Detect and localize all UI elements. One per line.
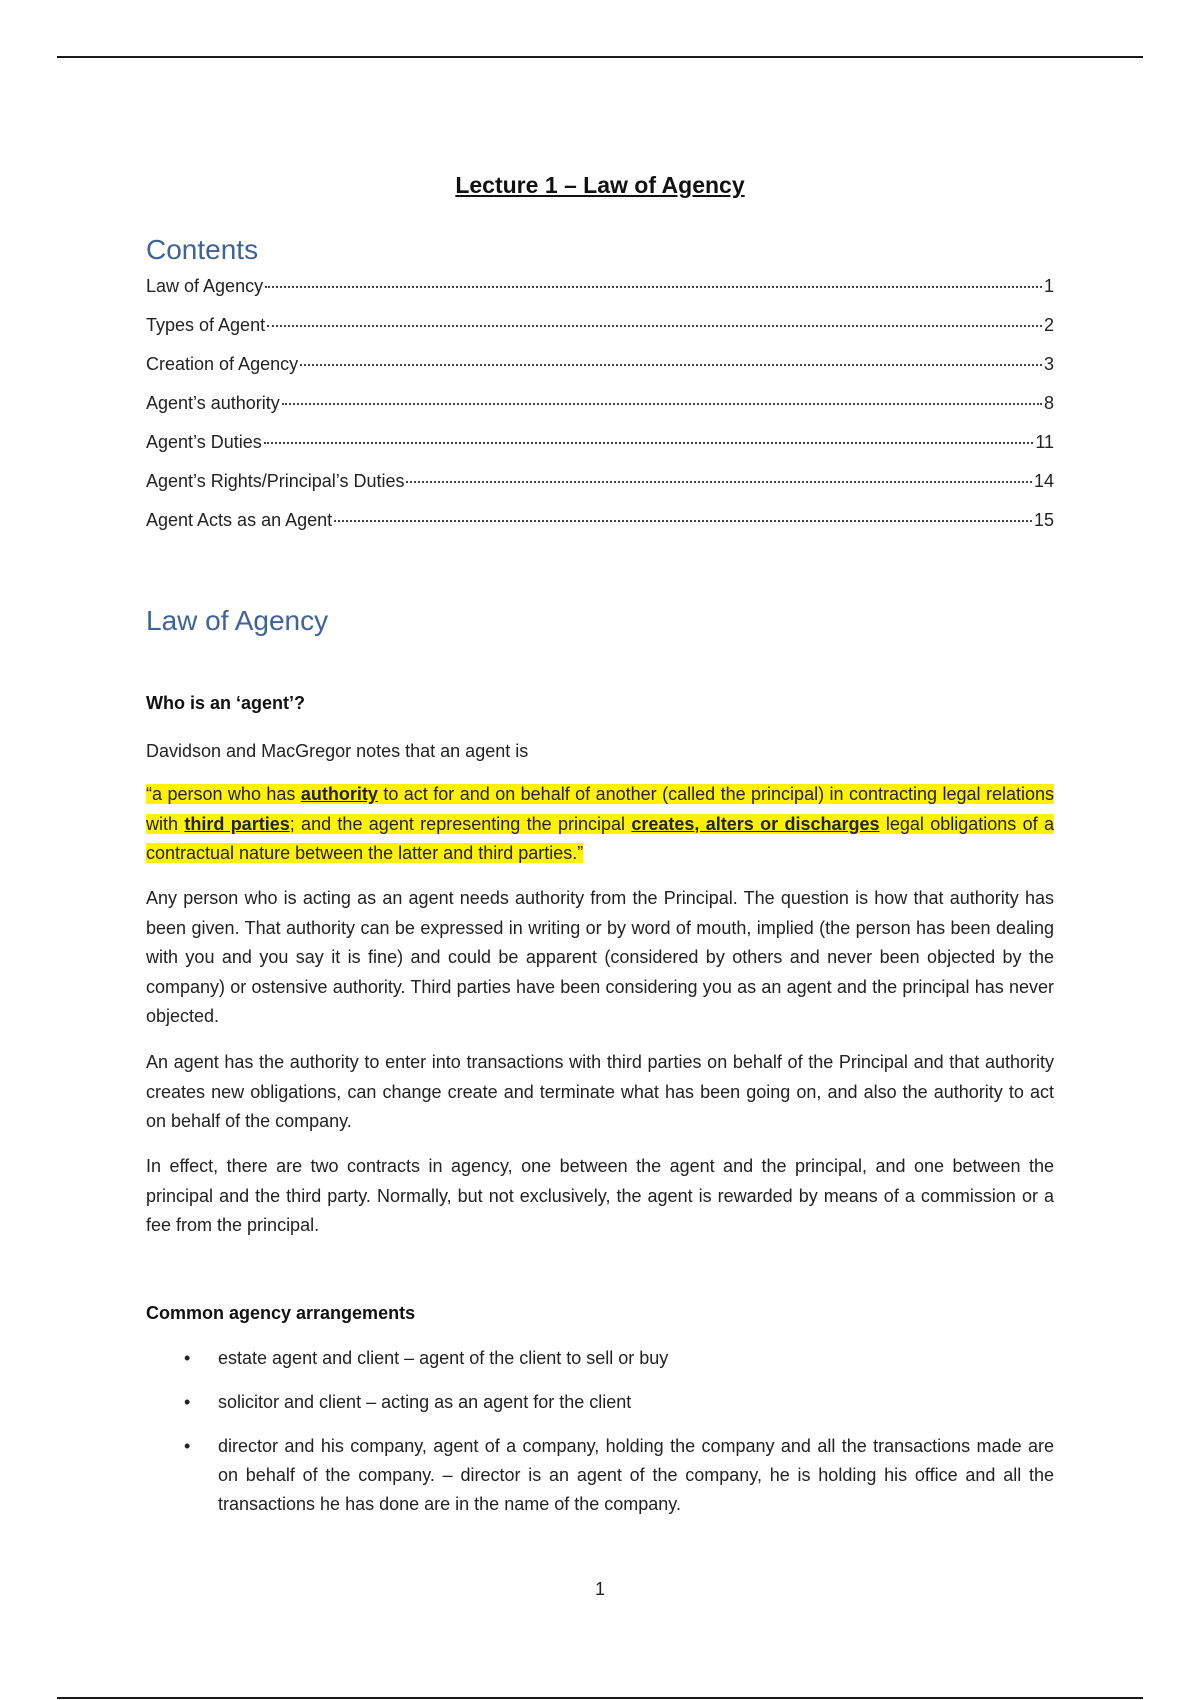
document-title: Lecture 1 – Law of Agency xyxy=(455,172,745,198)
quote-highlight xyxy=(146,784,1054,863)
header-rule xyxy=(57,56,1143,58)
toc-leader-dots xyxy=(406,481,1032,483)
who-is-agent-heading: Who is an ‘agent’? xyxy=(146,693,306,713)
toc-entry-page: 11 xyxy=(1035,432,1054,452)
definition-quote xyxy=(146,780,1054,869)
toc-entry-page: 14 xyxy=(1033,471,1054,491)
toc-entry-page: 2 xyxy=(1043,315,1054,335)
quote-term-creates: creates, alters or discharges xyxy=(631,813,880,834)
list-item: • estate agent and client – agent of the client to sell or buy xyxy=(146,1344,1054,1373)
toc-entry[interactable] xyxy=(146,354,1054,393)
bullet-icon: • xyxy=(184,1392,191,1412)
toc-leader-dots xyxy=(267,325,1042,327)
toc-leader-dots xyxy=(334,520,1032,522)
toc-entry[interactable] xyxy=(146,393,1054,432)
toc-entry-label: Creation of Agency xyxy=(146,354,299,374)
toc-entry-page: 1 xyxy=(1043,276,1054,296)
footer-rule xyxy=(57,1697,1143,1699)
toc-entry-page: 8 xyxy=(1043,393,1054,413)
intro-paragraph: Davidson and MacGregor notes that an agent is xyxy=(146,741,529,761)
toc-entry[interactable] xyxy=(146,315,1054,354)
toc-entry[interactable] xyxy=(146,432,1054,471)
toc-entry-page: 3 xyxy=(1043,354,1054,374)
toc-entry-page: 15 xyxy=(1033,510,1054,530)
list-item: • director and his company, agent of a company, holding the company and all the transactions made are on behalf of the company. – director is an agent of the company, he is holding his office and all the transactions he has done are in the name of the company. xyxy=(146,1432,1054,1519)
toc-entry-label: Agent Acts as an Agent xyxy=(146,510,333,530)
quote-term-third-parties: third parties xyxy=(184,813,290,834)
toc-leader-dots xyxy=(265,286,1042,288)
toc-entry[interactable] xyxy=(146,510,1054,549)
table-of-contents xyxy=(146,276,1054,549)
quote-text: “a person who has xyxy=(146,784,301,804)
bullet-icon: • xyxy=(184,1348,191,1368)
toc-leader-dots xyxy=(282,403,1042,405)
transactions-paragraph: An agent has the authority to enter into transactions with third parties on behalf of the Principal and that authority creates new obligations, can change create and terminate what has been going on, and also the authority to act on behalf of the company. xyxy=(146,1052,1054,1131)
quote-term-authority: authority xyxy=(300,784,378,804)
toc-entry[interactable] xyxy=(146,276,1054,315)
toc-entry-label: Agent’s Duties xyxy=(146,432,262,452)
page-number: 1 xyxy=(594,1579,605,1599)
bullet-icon: • xyxy=(184,1436,191,1456)
quote-text: ; and the agent representing the principal xyxy=(289,813,632,834)
section-heading: Law of Agency xyxy=(146,605,329,636)
arrangements-heading: Common agency arrangements xyxy=(146,1303,416,1323)
toc-entry-label: Agent’s Rights/Principal’s Duties xyxy=(146,471,405,491)
toc-entry-label: Types of Agent xyxy=(146,315,266,335)
contents-heading: Contents xyxy=(146,234,259,265)
toc-entry-label: Agent’s authority xyxy=(146,393,280,413)
authority-paragraph: Any person who is acting as an agent needs authority from the Principal. The question is how that authority has been given. That authority can be expressed in writing or by word of mouth, implied (the person has been dealing with you and you say it is fine) and could be apparent (considered by others and never been objected by the company) or ostensive authority. Third parties have been considering you as an agent and the principal has never objected. xyxy=(146,888,1054,1026)
quote-text: legal obligations of a contractual nature between the latter and third parties.” xyxy=(146,813,1054,863)
toc-entry-label: Law of Agency xyxy=(146,276,264,296)
list-item: • solicitor and client – acting as an agent for the client xyxy=(146,1388,1054,1417)
two-contracts-paragraph: In effect, there are two contracts in agency, one between the agent and the principal, and one between the principal and the third party. Normally, but not exclusively, the agent is rewarded by means of a commission or a fee from the principal. xyxy=(146,1156,1054,1235)
arrangements-list xyxy=(146,1344,1054,1519)
quote-text: to act for and on behalf of another (called the principal) in contracting legal relations with xyxy=(146,784,1054,834)
toc-leader-dots xyxy=(300,364,1042,366)
toc-entry[interactable] xyxy=(146,471,1054,510)
toc-leader-dots xyxy=(264,442,1034,444)
